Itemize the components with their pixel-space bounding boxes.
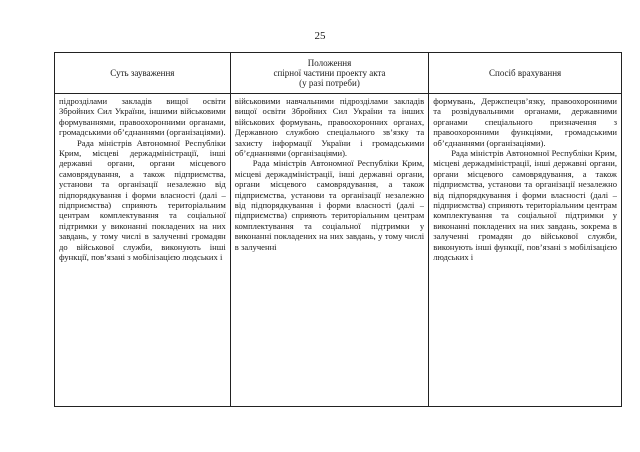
table-header-row — [55, 53, 622, 94]
page-number: 25 — [314, 30, 326, 42]
header-essence-of-comment — [55, 53, 231, 94]
table-row — [55, 94, 622, 407]
header-label: Спосіб врахування — [489, 68, 562, 78]
header-label: Суть зауваження — [110, 68, 175, 78]
cell-paragraph: Рада міністрів Автономної Республіки Крим, місцеві держадміністрації, інші державні органи, органи місцевого самоврядування, а також підприємства, установи та організації незалежно від підпорядкування і форми власності (далі – підприємства) сприяють територіальним центрам комплектування та соціальної підтримки у виконанні покладених на них завдань, зокрема в залученні громадян до військової служби, виконують інші функції, пов’язані з мобілізацією людських і — [433, 148, 617, 263]
cell-essence-of-comment — [55, 94, 231, 407]
cell-paragraph: підрозділами закладів вищої освіти Збройних Сил України, іншими військовими формуваннями, правоохоронними органами, громадськими об’єднаннями (організаціями). — [59, 96, 226, 138]
header-method-of-consideration — [429, 53, 622, 94]
comments-table — [54, 52, 622, 407]
cell-method-of-consideration — [429, 94, 622, 407]
cell-disputed-provision — [230, 94, 428, 407]
cell-paragraph: військовими навчальними підрозділами закладів вищої освіти Збройних Сил України та інших військових формувань, правоохоронних органах, Державною службою спеціального зв’язку та захисту інформації України і громадськими об’єднаннями (організаціями). — [234, 96, 425, 159]
header-label: Положення спірної частини проекту акта (у разі потреби) — [273, 58, 386, 88]
cell-paragraph: Рада міністрів Автономної Республіки Крим, місцеві держадміністрації, інші державні органи, органи місцевого самоврядування, а також підприємства, установи та організації незалежно від підпорядкування і форми власності (далі – підприємства) сприяють територіальним центрам комплектування та соціальної підтримки у виконанні покладених на них завдань, у тому числі в залученні громадян до військової служби, виконують інші функції, пов’язані з мобілізацією людських і — [59, 137, 226, 263]
cell-paragraph: формувань, Держспецзв’язку, правоохоронними та розвідувальними органами, державними органами спеціального призначення з правоохоронними функціями, громадськими об’єднаннями (організаціями). — [433, 96, 617, 148]
header-disputed-provision — [230, 53, 428, 94]
cell-paragraph: Рада міністрів Автономної Республіки Крим, місцеві держадміністрації, інші державні органи, органи місцевого самоврядування, а також підприємства, установи та організації незалежно від підпорядкування і форми власності (далі – підприємства) сприяють територіальним центрам комплектування та соціальної підтримки у виконанні покладених на них завдань, у тому числі в залученні — [234, 158, 425, 252]
